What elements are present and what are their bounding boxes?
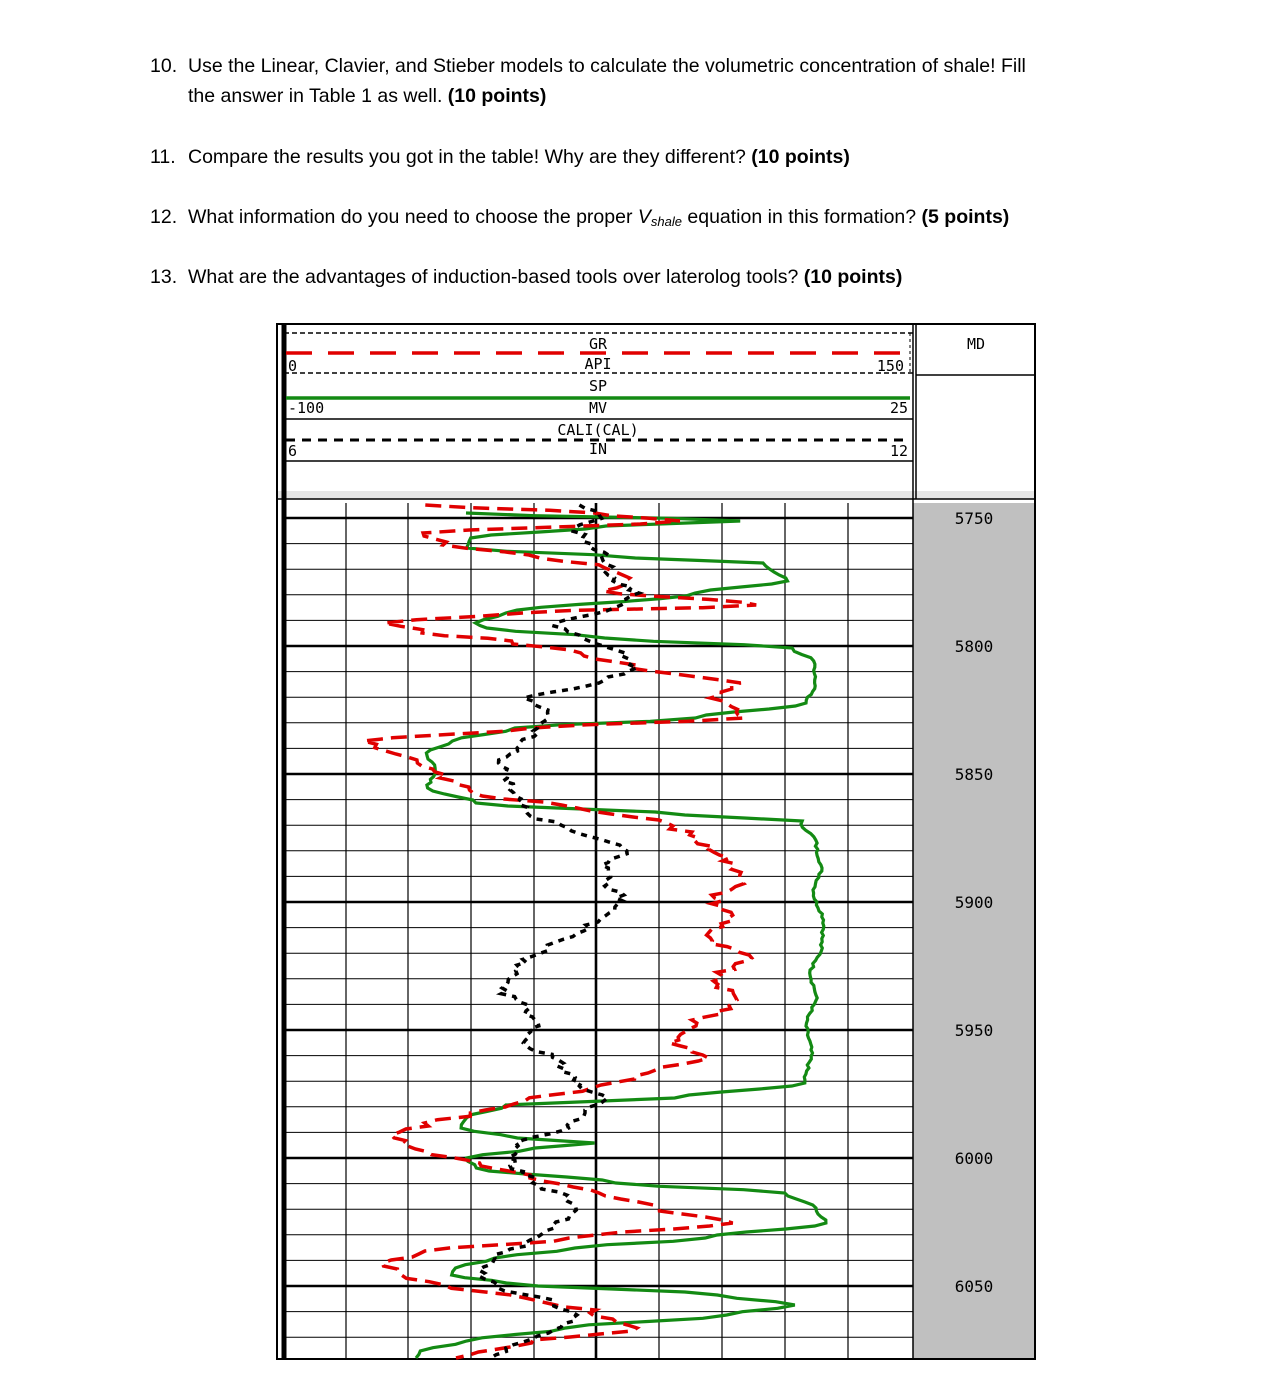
depth-label: 5900 [954,893,994,912]
md-label: MD [966,335,986,353]
sp-right-scale: 25 [889,399,908,417]
cali-right-scale: 12 [889,442,908,460]
gr-right-scale: 150 [876,357,904,375]
cali-unit: IN [588,440,608,458]
well-log-figure [276,323,1036,1360]
depth-label: 6050 [954,1277,994,1296]
question-11 [150,142,850,172]
sp-curve [416,513,826,1358]
well-log-svg [276,323,1036,1360]
depth-label: 5750 [954,509,994,528]
gr-left-scale: 0 [288,357,298,375]
gr-unit: API [584,355,612,373]
question-number: 10. [150,55,178,77]
question-number: 12. [150,206,178,228]
sp-unit: MV [588,399,608,417]
question-text-post: equation in this formation? [681,206,917,228]
depth-label: 6000 [954,1149,994,1168]
depth-track [913,503,1034,1359]
gr-label: GR [588,335,608,353]
question-number: 11. [150,146,176,168]
question-10 [150,51,1026,111]
sp-left-scale: -100 [288,399,325,417]
vshale-symbol: V [637,206,651,228]
question-text: What are the advantages of induction-based tools over laterolog tools? [188,266,799,288]
question-points: (10 points) [447,85,547,107]
depth-label: 5950 [954,1021,994,1040]
question-text: Compare the results you got in the table! Why are they different? [188,146,746,168]
cali-label: CALI(CAL) [557,421,639,439]
cali-left-scale: 6 [288,442,298,460]
vshale-subscript: shale [650,214,682,229]
log-grid [284,503,913,1358]
question-12 [150,202,1009,237]
question-13 [150,262,902,292]
question-points: (10 points) [803,266,903,288]
sp-label: SP [588,377,608,395]
depth-label: 5800 [954,637,994,656]
depth-label: 5850 [954,765,994,784]
header-separator [278,491,1034,499]
question-text: Use the Linear, Clavier, and Stieber models to calculate the volumetric concentration of shale! Fill [188,55,1026,77]
question-points: (10 points) [751,146,850,168]
question-points: (5 points) [921,206,1010,228]
question-text: What information do you need to choose the proper [188,206,638,228]
question-text-cont: the answer in Table 1 as well. [188,85,443,107]
question-number: 13. [150,266,178,288]
